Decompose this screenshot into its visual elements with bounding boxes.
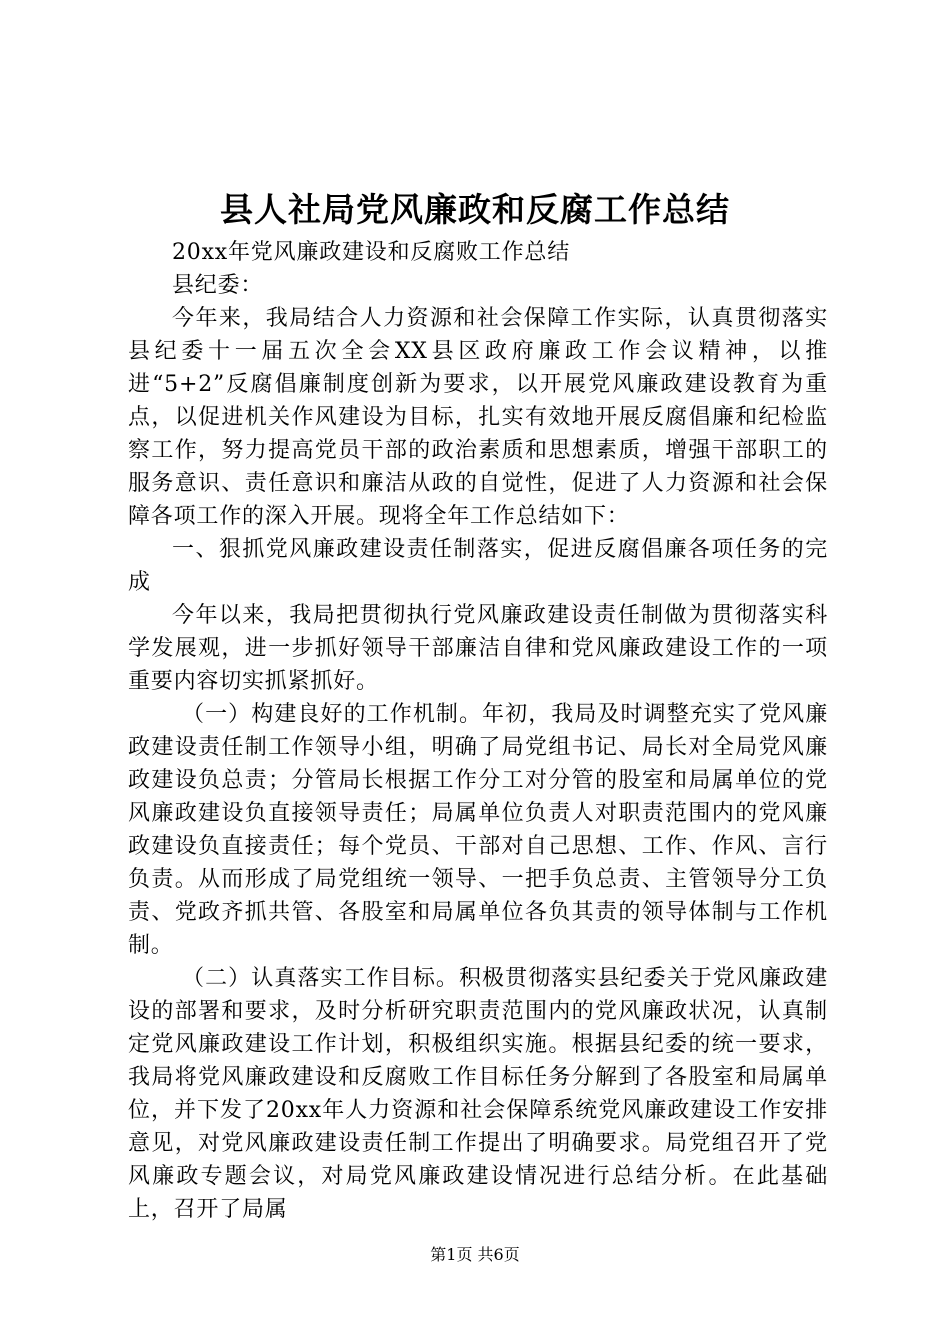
addressee-line: 县纪委： xyxy=(172,273,264,298)
document-body xyxy=(128,236,828,1226)
paragraph-subsection-2: （二）认真落实工作目标。积极贯彻落实县纪委关于党风廉政建设的部署和要求，及时分析研究职责范围内的党风廉政状况，认真制定党风廉政建设工作计划，积极组织实施。根据县纪委的统一要求，我局将党风廉政建设和反腐败工作目标任务分解到了各股室和局属单位，并下发了20xx年人力资源和社会保障系统党风廉政建设工作安排意见，对党风廉政建设责任制工作提出了明确要求。局党组召开了党风廉政专题会议，对局党风廉政建设情况进行总结分析。在此基础上，召开了局属 xyxy=(128,966,828,1222)
paragraph-subsection-1: （一）构建良好的工作机制。年初，我局及时调整充实了党风廉政建设责任制工作领导小组，明确了局党组书记、局长对全局党风廉政建设负总责；分管局长根据工作分工对分管的股室和局属单位的党风廉政建设负直接领导责任；局属单位负责人对职责范围内的党风廉政建设负直接责任；每个党员、干部对自己思想、工作、作风、言行负责。从而形成了局党组统一领导、一把手负总责、主管领导分工负责、党政齐抓共管、各股室和局属单位各负其责的领导体制与工作机制。 xyxy=(128,702,828,958)
page-number-footer: 第1页 共6页 xyxy=(430,1245,520,1264)
section-heading-1: 一、狠抓党风廉政建设责任制落实，促进反腐倡廉各项任务的完成 xyxy=(128,537,828,595)
document-subtitle: 20xx年党风廉政建设和反腐败工作总结 xyxy=(172,240,571,265)
document-title: 县人社局党风廉政和反腐工作总结 xyxy=(220,190,730,229)
paragraph-intro: 今年来，我局结合人力资源和社会保障工作实际，认真贯彻落实县纪委十一届五次全会XX县区政府廉政工作会议精神，以推进“5+2”反腐倡廉制度创新为要求，以开展党风廉政建设教育为重点，以促进机关作风建设为目标，扎实有效地开展反腐倡廉和纪检监察工作，努力提高党员干部的政治素质和思想素质，增强干部职工的服务意识、责任意识和廉洁从政的自觉性，促进了人力资源和社会保障各项工作的深入开展。现将全年工作总结如下： xyxy=(128,306,828,529)
paragraph-section-1: 今年以来，我局把贯彻执行党风廉政建设责任制做为贯彻落实科学发展观，进一步抓好领导干部廉洁自律和党风廉政建设工作的一项重要内容切实抓紧抓好。 xyxy=(128,603,828,694)
